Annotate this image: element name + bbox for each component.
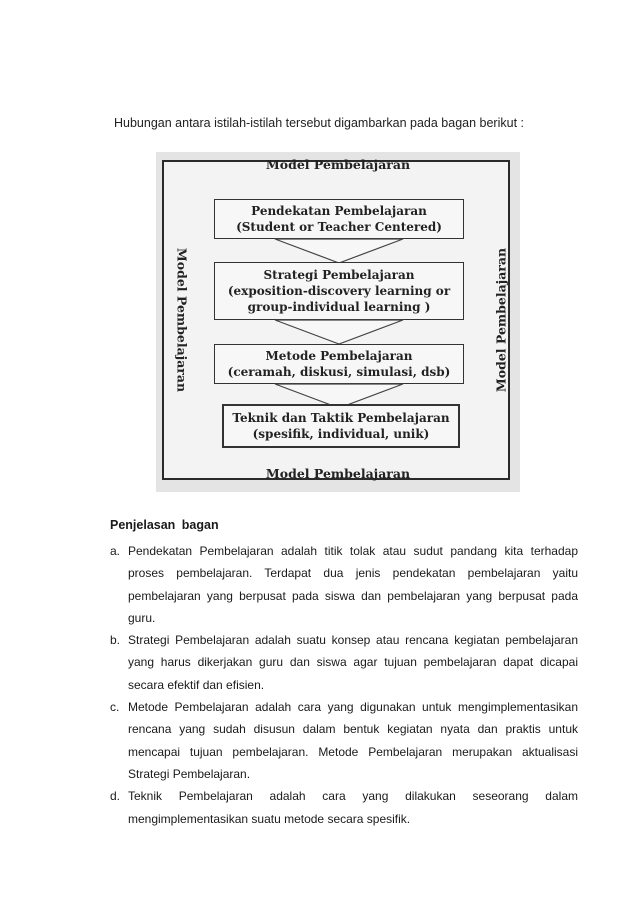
list-marker: d. bbox=[110, 789, 121, 804]
model-pembelajaran-diagram bbox=[156, 152, 520, 492]
box-strategi-subtitle-2: group-individual learning ) bbox=[247, 300, 431, 314]
box-teknik-title: Teknik dan Taktik Pembelajaran bbox=[232, 411, 450, 425]
list-marker: a. bbox=[110, 544, 121, 558]
box-pendekatan-subtitle: (Student or Teacher Centered) bbox=[236, 220, 442, 234]
list-item-text: Pendekatan Pembelajaran adalah titik tolak atau sudut pandang kita terhadap proses pembelajaran. Terdapat dua jenis pendekatan pembelajaran yaitu pembelajaran yang berpusat pada siswa dan pembelajaran yang berpusat pada guru. bbox=[128, 544, 578, 625]
diagram-top-label: Model Pembelajaran bbox=[265, 157, 411, 172]
explanation-title: Penjelasan bagan bbox=[110, 518, 219, 532]
list-item-text: Teknik Pembelajaran adalah cara yang dilakukan seseorang dalam bbox=[128, 789, 578, 804]
list-item bbox=[110, 785, 578, 830]
list-item-text: mengimplementasikan suatu metode secara spesifik. bbox=[128, 811, 411, 826]
list-item bbox=[110, 696, 578, 785]
list-item bbox=[110, 629, 578, 696]
box-teknik-subtitle: (spesifik, individual, unik) bbox=[252, 427, 430, 441]
diagram-right-label: Model Pembelajaran bbox=[493, 247, 509, 393]
list-item-text: Strategi Pembelajaran adalah suatu konsep atau rencana kegiatan pembelajaran yang harus dikerjakan guru dan siswa agar tujuan pembelajaran dapat dicapai secara efektif dan efisien. bbox=[128, 633, 578, 692]
list-item bbox=[110, 540, 578, 629]
box-teknik bbox=[222, 404, 460, 448]
list-item-text: Metode Pembelajaran adalah cara yang digunakan untuk mengimplementasikan rencana yang sudah disusun dalam bentuk kegiatan nyata dan praktis untuk mencapai tujuan pembelajaran. Metode Pembelajaran merupakan aktualisasi Strategi Pembelajaran. bbox=[128, 700, 578, 781]
list-marker: b. bbox=[110, 633, 121, 648]
box-strategi-title: Strategi Pembelajaran bbox=[263, 268, 415, 282]
box-metode-subtitle: (ceramah, diskusi, simulasi, dsb) bbox=[227, 365, 451, 379]
down-arrow-icon bbox=[273, 238, 405, 264]
box-strategi-subtitle-1: (exposition-discovery learning or bbox=[227, 284, 451, 298]
diagram-left-label: Model Pembelajaran bbox=[174, 247, 190, 393]
box-metode bbox=[214, 344, 464, 384]
explanation-list bbox=[110, 540, 578, 830]
list-marker: c. bbox=[110, 700, 120, 715]
diagram-bottom-label: Model Pembelajaran bbox=[265, 466, 411, 481]
box-strategi bbox=[214, 262, 464, 320]
box-metode-title: Metode Pembelajaran bbox=[265, 349, 413, 363]
box-pendekatan bbox=[214, 199, 464, 239]
box-pendekatan-title: Pendekatan Pembelajaran bbox=[251, 204, 427, 218]
down-arrow-icon bbox=[273, 319, 405, 345]
intro-text: Hubungan antara istilah-istilah tersebut digambarkan pada bagan berikut : bbox=[114, 116, 524, 130]
